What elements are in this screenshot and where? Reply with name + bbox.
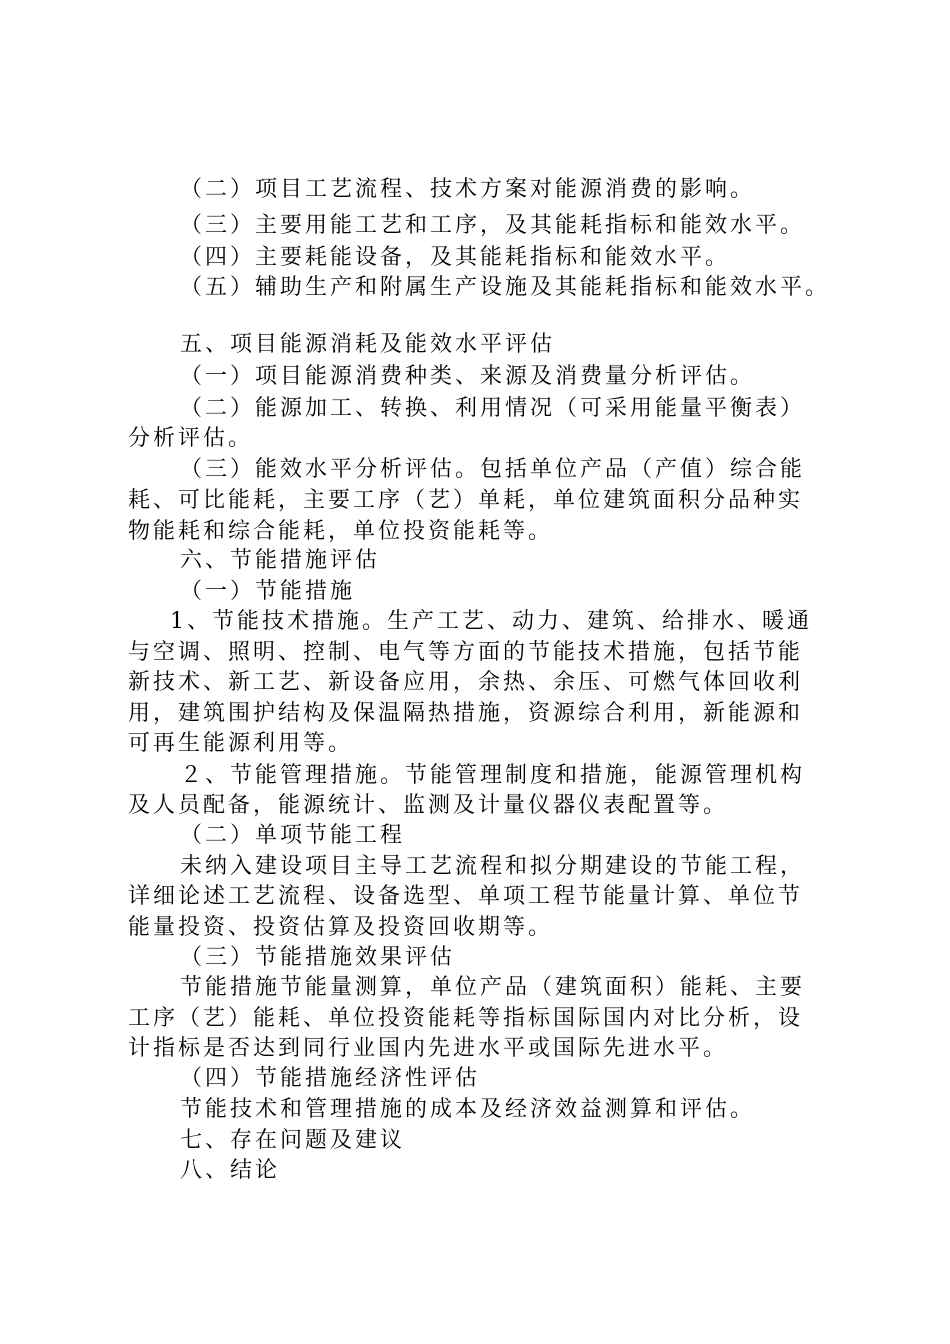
paragraph-line: 物能耗和综合能耗，单位投资能耗等。 [128, 519, 554, 544]
paragraph-line: （二）项目工艺流程、技术方案对能源消费的影响。 [180, 177, 756, 202]
paragraph-line: 耗、可比能耗，主要工序（艺）单耗，单位建筑面积分品种实 [128, 488, 804, 513]
paragraph-line: 可再生能源利用等。 [128, 731, 354, 756]
paragraph-line: （二）能源加工、转换、利用情况（可采用能量平衡表） [180, 396, 806, 421]
paragraph-line: （一）项目能源消费种类、来源及消费量分析评估。 [180, 364, 756, 389]
subsection-heading: （四）节能措施经济性评估 [180, 1066, 481, 1091]
paragraph-line: 未纳入建设项目主导工艺流程和拟分期建设的节能工程， [180, 854, 806, 879]
paragraph-line: （三）主要用能工艺和工序，及其能耗指标和能效水平。 [180, 213, 806, 238]
subsection-heading: （三）节能措施效果评估 [180, 945, 456, 970]
section-heading: 五、项目能源消耗及能效水平评估 [180, 332, 556, 357]
paragraph-line: 用，建筑围护结构及保温隔热措施，资源综合利用，新能源和 [128, 701, 804, 726]
paragraph-line: 分析评估。 [128, 426, 254, 451]
paragraph-line: 新技术、新工艺、新设备应用，余热、余压、可燃气体回收利 [128, 670, 804, 695]
paragraph-line: 节能技术和管理措施的成本及经济效益测算和评估。 [180, 1097, 756, 1122]
paragraph-line: 能量投资、投资估算及投资回收期等。 [128, 915, 554, 940]
paragraph-line: 及人员配备，能源统计、监测及计量仪器仪表配置等。 [128, 793, 729, 818]
section-heading: 七、存在问题及建议 [180, 1128, 406, 1153]
subsection-heading: （一）节能措施 [180, 579, 356, 604]
paragraph-line: 详细论述工艺流程、设备选型、单项工程节能量计算、单位节 [128, 884, 804, 909]
section-heading: 六、节能措施评估 [180, 548, 381, 573]
paragraph-line: （三）能效水平分析评估。包括单位产品（产值）综合能 [180, 457, 806, 482]
subsection-heading: （二）单项节能工程 [180, 823, 406, 848]
section-heading: 八、结论 [180, 1158, 281, 1183]
paragraph-line: （四）主要耗能设备，及其能耗指标和能效水平。 [180, 245, 731, 270]
paragraph-line: 工序（艺）能耗、单位投资能耗等指标国际国内对比分析，设 [128, 1006, 804, 1031]
paragraph-line: 计指标是否达到同行业国内先进水平或国际先进水平。 [128, 1036, 729, 1061]
paragraph-line: （五）辅助生产和附属生产设施及其能耗指标和能效水平。 [180, 275, 831, 300]
paragraph-line: 1、节能技术措施。生产工艺、动力、建筑、给排水、暖通 [170, 609, 812, 634]
paragraph-line: 与空调、照明、控制、电气等方面的节能技术措施，包括节能 [128, 640, 804, 665]
paragraph-line: ２、节能管理措施。节能管理制度和措施，能源管理机构 [180, 763, 806, 788]
paragraph-line: 节能措施节能量测算，单位产品（建筑面积）能耗、主要 [180, 975, 806, 1000]
